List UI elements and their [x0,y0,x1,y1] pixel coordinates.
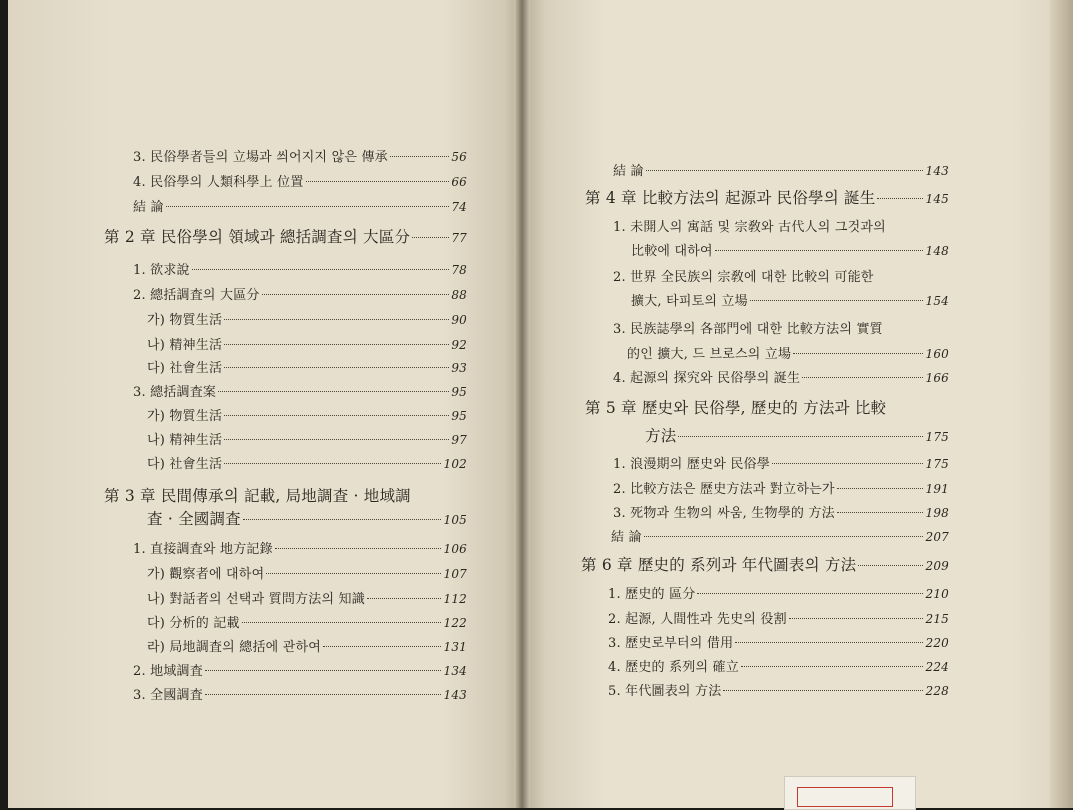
toc-subentry: 나) 精神生活 97 [147,433,467,448]
toc-subentry: 나) 對話者의 선택과 質問方法의 知識 112 [147,592,467,607]
toc-entry: 1. 浪漫期의 歷史와 民俗學 175 [613,457,949,472]
toc-entry: 4. 民俗學의 人類科學上 位置 66 [133,175,467,190]
toc-entry: 3. 全國調査 143 [133,688,467,703]
toc-subentry: 가) 觀察者에 대하여 107 [147,567,467,582]
toc-entry: 3. 死物과 生物의 싸움, 生物學的 方法 198 [613,506,949,521]
toc-subentry: 다) 社會生活 93 [147,361,467,376]
red-frame [797,787,893,807]
toc-entry: 3. 總括調査案 95 [133,385,467,400]
toc-entry: 3. 民俗學者들의 立場과 씌어지지 않은 傳承 56 [133,150,467,165]
toc-entry-continued: 的인 擴大, 드 브로스의 立場 160 [627,347,949,362]
toc-chapter: 第 5 章 歷史와 民俗學, 歷史的 方法과 比較 [585,399,887,417]
toc-entry: 5. 年代圖表의 方法 228 [608,684,949,699]
toc-entry: 2. 地域調査 134 [133,664,467,679]
toc-entry: 1. 直接調査와 地方記錄 106 [133,542,467,557]
toc-entry: 2. 世界 全民族의 宗敎에 대한 比較의 可能한 [613,270,874,285]
toc-entry: 4. 起源의 探究와 民俗學의 誕生 166 [613,371,949,386]
toc-chapter: 第 4 章 比較方法의 起源과 民俗學의 誕生 145 [585,189,949,207]
toc-chapter: 第 6 章 歷史的 系列과 年代圖表의 方法 209 [581,556,949,574]
toc-entry: 1. 未開人의 寓話 및 宗敎와 古代人의 그것과의 [613,220,886,235]
toc-entry: 3. 歷史로부터의 借用 220 [608,636,949,651]
toc-subentry: 가) 物質生活 95 [147,409,467,424]
toc-entry: 結 論 74 [133,200,467,215]
toc-entry: 2. 比較方法은 歷史方法과 對立하는가 191 [613,482,949,497]
toc-entry: 1. 歷史的 區分 210 [608,587,949,602]
toc-entry: 1. 欲求說 78 [133,263,467,278]
toc-chapter-continued: 方法 175 [645,427,949,445]
toc-subentry: 다) 社會生活 102 [147,457,467,472]
library-label-sticker [784,776,916,810]
toc-chapter: 第 2 章 民俗學의 領域과 總括調査의 大區分 77 [104,228,467,246]
toc-entry: 4. 歷史的 系列의 確立 224 [608,660,949,675]
toc-chapter: 第 3 章 民間傳承의 記載, 局地調査 · 地域調 [104,487,411,505]
toc-subentry: 라) 局地調査의 總括에 관하여 131 [147,640,467,655]
toc-chapter-continued: 査 · 全國調査 105 [147,510,467,528]
toc-entry: 結 論 207 [611,530,949,545]
toc-entry: 2. 起源, 人間性과 先史의 役割 215 [608,612,949,627]
toc-subentry: 다) 分析的 記載 122 [147,616,467,631]
toc-entry-continued: 比較에 대하여 148 [631,244,949,259]
toc-entry-continued: 擴大, 타피토의 立場 154 [631,294,949,309]
toc-subentry: 나) 精神生活 92 [147,338,467,353]
toc-subentry: 가) 物質生活 90 [147,313,467,328]
toc-entry: 2. 總括調査의 大區分 88 [133,288,467,303]
toc-entry: 結 論 143 [613,164,949,179]
toc-entry: 3. 民族誌學의 各部門에 대한 比較方法의 實質 [613,322,883,337]
